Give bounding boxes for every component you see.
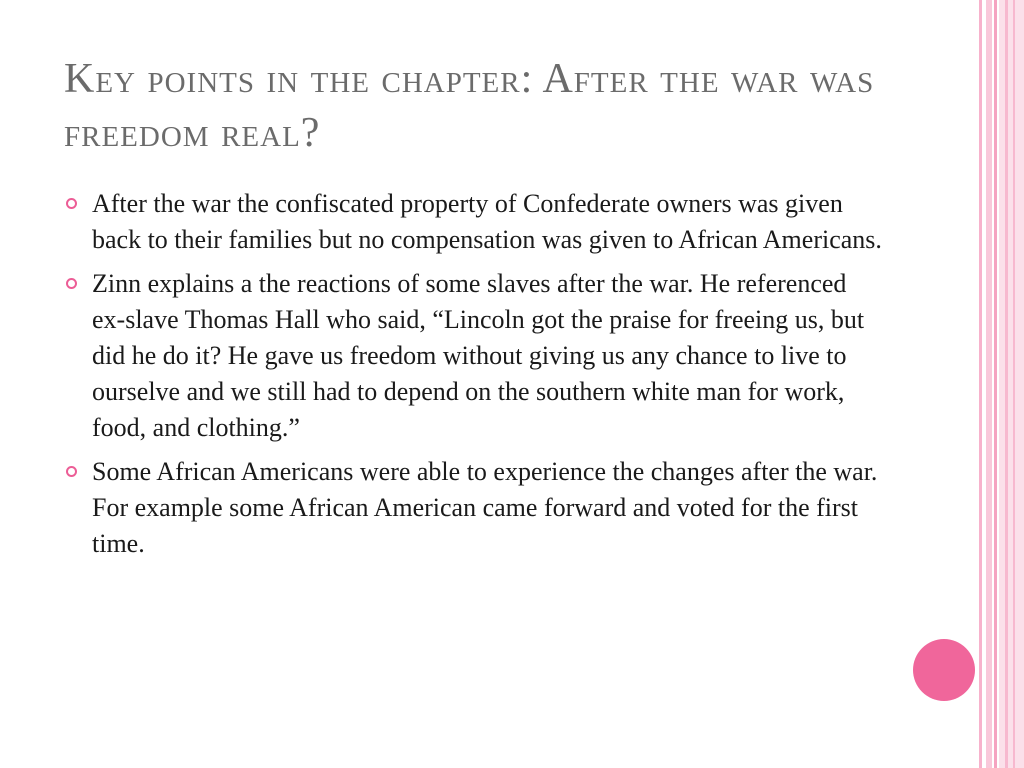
decorative-stripe <box>999 0 1024 768</box>
ring-bullet-icon <box>66 466 77 477</box>
bullet-item <box>64 186 884 258</box>
bullet-text: Some African Americans were able to experience the changes after the war. For example some African American came forward and voted for the first time. <box>92 457 878 558</box>
decorative-stripe <box>1005 0 1008 768</box>
decorative-stripe <box>994 0 997 768</box>
pink-circle-decoration <box>913 639 975 701</box>
bullet-item <box>64 266 884 446</box>
decorative-stripe <box>1013 0 1015 768</box>
bullet-list <box>64 186 884 570</box>
decorative-stripe <box>986 0 992 768</box>
ring-bullet-icon <box>66 278 77 289</box>
bullet-text: After the war the confiscated property of Confederate owners was given back to their families but no compensation was given to African Americans. <box>92 189 882 254</box>
bullet-item <box>64 454 884 562</box>
decorative-stripe <box>979 0 982 768</box>
bullet-text: Zinn explains a the reactions of some slaves after the war. He referenced ex-slave Thomas Hall who said, “Lincoln got the praise for freeing us, but did he do it? He gave us freedom without giving us any chance to live to ourselve and we still had to depend on the southern white man for work, food, and clothing.” <box>92 269 865 442</box>
slide-title: Key points in the chapter: After the war was freedom real? <box>64 56 875 156</box>
ring-bullet-icon <box>66 198 77 209</box>
